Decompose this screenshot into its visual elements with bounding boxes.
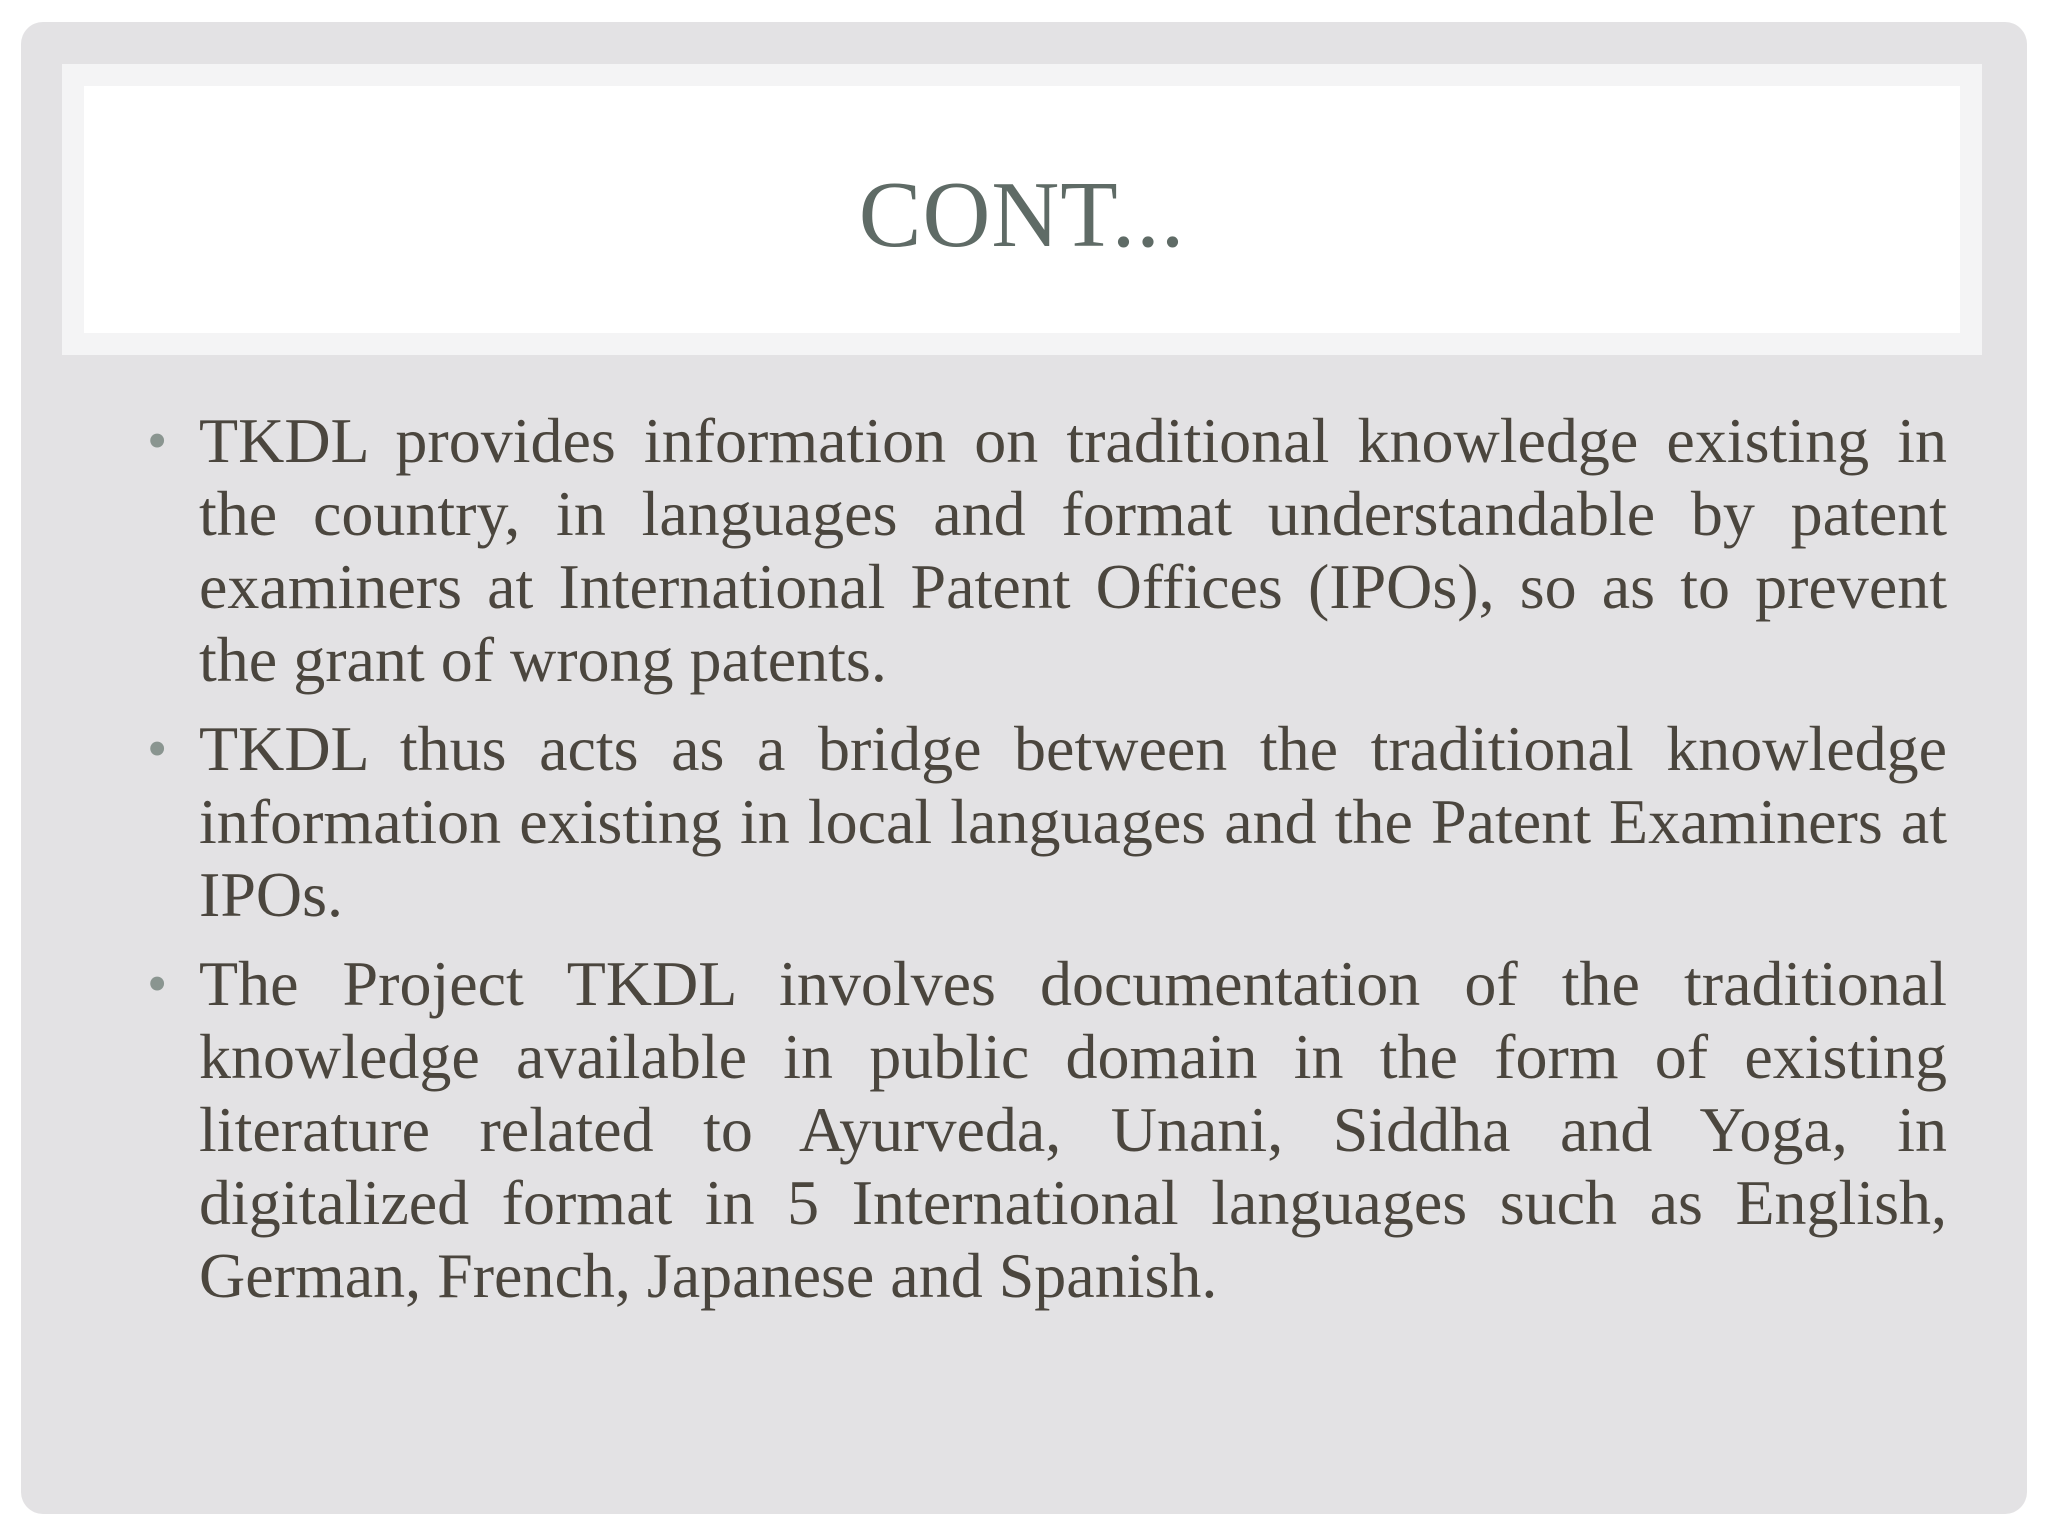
bullet-text: TKDL provides information on traditional knowledge existing in the country, in languages and format understandable by patent examiners at International Patent Offices (IPOs), so as to prevent the grant of wrong patents. — [199, 405, 1947, 695]
bullet-marker: • — [147, 716, 168, 781]
bullet-list — [147, 404, 1947, 1328]
bullet-item — [147, 712, 1947, 931]
bullet-item — [147, 404, 1947, 696]
slide-title: CONT... — [858, 162, 1186, 267]
bullet-text: TKDL thus acts as a bridge between the traditional knowledge information existing in local languages and the Patent Examiners at IPOs. — [199, 713, 1947, 930]
bullet-text: The Project TKDL involves documentation of the traditional knowledge available in public domain in the form of existing literature related to Ayurveda, Unani, Siddha and Yoga, in digitalized format in 5 International languages such as English, German, French, Japanese and Spanish. — [199, 948, 1947, 1311]
slide — [21, 22, 2027, 1514]
title-frame — [62, 64, 1982, 355]
title-box — [84, 86, 1960, 333]
bullet-marker: • — [147, 408, 168, 473]
bullet-item — [147, 947, 1947, 1312]
bullet-marker: • — [147, 951, 168, 1016]
